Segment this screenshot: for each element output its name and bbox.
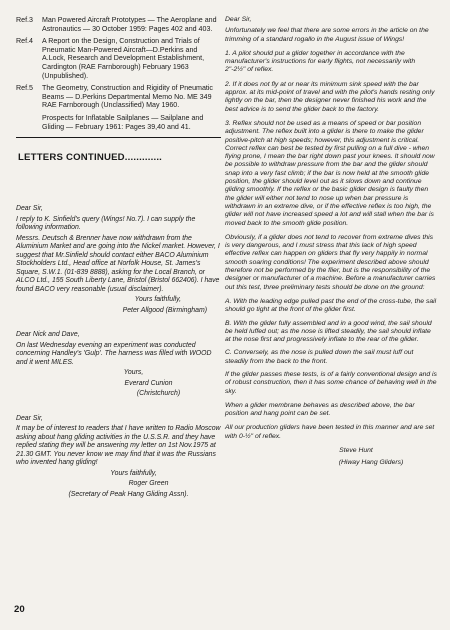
letter-allgood <box>16 205 221 315</box>
letter-signature: Peter Allgood (Birmingham) <box>122 306 207 314</box>
letter-salutation: Dear Sir, <box>16 205 43 213</box>
reference-label: Ref.3 <box>16 16 33 24</box>
letter-hunt <box>225 16 437 468</box>
right-column <box>225 16 437 468</box>
letter-green <box>16 415 221 500</box>
letter-closing: Yours faithfully, <box>134 296 181 304</box>
letter-paragraph: It may be of interest to readers that I have written to Radio Moscow asking about hang gliding activities in the U.S.S.R. and they have replied stating they will be answering my letter on 1st Nov.1975 at 21.30 GMT. You never know we may find that it was the Russians who invented hang gliding! <box>16 425 221 467</box>
letter-test: A. With the leading edge pulled past the end of the cross-tube, the sail should go tight at the front of the glider first. <box>225 297 437 314</box>
letter-test: B. With the glider fully assembled and in a good wind, the sail should be held luffed out; as the nose is lifted steadily, the sail should inflate at the nose first and progressively inflate to the rear of the glider. <box>225 319 432 344</box>
reference-label: Ref.4 <box>16 37 33 46</box>
letter-paragraph: If the glider passes these tests, is of a fairly conventional design and is of robust construction, then it has some chance of behaving well in the sky. <box>225 370 437 395</box>
letter-paragraph: All our production gliders have been tested in this manner and are set with 0-½" of reflex. <box>225 424 435 440</box>
letter-paragraph: When a glider membrane behaves as described above, the bar position and hang point can be set. <box>225 401 415 418</box>
reference-5 <box>16 84 221 110</box>
reference-text: A Report on the Design, Construction and Trials of Pneumatic Man-Powered Aircraft—D.Perkins and A.Lock, Research and Development Establishment, Cardington (RAE Farnborough) February 1963 (Unpublished). <box>42 37 205 80</box>
reference-label: Ref.5 <box>16 84 33 93</box>
reference-4 <box>16 37 221 80</box>
letter-paragraph: Obviously, if a glider does not tend to recover from extreme dives this is very dangerous, and I must stress that this lack of high speed effective reflex can happen on gliders that fly very happily in normal smooth soaring conditions! The experiment described above should therefore not be performed by the flier, but is the responsibility of the designer or manufacturer of a machine. Before a manufacturer carries out this test, three preliminary tests should be done on the ground: <box>225 233 436 291</box>
reference-text: Man Powered Aircraft Prototypes — The Aeroplane and Astronautics — 30 October 1959: Pages 402 and 403. <box>42 16 217 33</box>
letter-point: 1. A pilot should put a glider together in accordance with the manufacturer's instructions for early flights, not necessarily with 2"-2½" of reflex. <box>225 49 416 74</box>
letter-signature: Roger Green <box>128 480 169 488</box>
letter-paragraph: Messrs. Deutsch & Brenner have now withdrawn from the Aluminium Market and are going into the Nickel market. However, I suggest that Mr.Sinfield should contact either BACO Aluminium Stockholders Ltd., Head office at Norfolk House, St. James's Square, S.W.1. (01-839 8888), asking for the Local Branch, or ALCO Ltd., 155 South Liberty Lane, Bristol (Bristol 662406). I have found BACO very reasonable (usual disclaimer). <box>16 234 220 293</box>
letter-cunion <box>16 331 221 399</box>
letter-organisation: (Secretary of Peak Hang Gliding Assn). <box>68 490 189 498</box>
divider <box>16 137 221 138</box>
letter-salutation: Dear Nick and Dave, <box>16 331 80 339</box>
letter-salutation: Dear Sir, <box>225 16 252 23</box>
letter-paragraph: I reply to K. Sinfield's query (Wings! No.7). I can supply the following information. <box>16 215 196 232</box>
letter-paragraph: Unfortunately we feel that there are some errors in the article on the trimming of a standard rogallo in the August issue of Wings! <box>225 27 429 43</box>
reference-extra: Prospects for Inflatable Sailplanes — Sailplane and Gliding — February 1961: Pages 39,40 and 41. <box>42 113 204 131</box>
letter-organisation: (Hiway Hang Gliders) <box>338 459 404 467</box>
letter-location: (Christchurch) <box>136 390 181 398</box>
letter-closing: Yours faithfully, <box>110 469 157 477</box>
letter-signature: Steve Hunt <box>339 447 373 455</box>
letter-paragraph: On last Wednesday evening an experiment was conducted concerning Handley's 'Gulp'. The harness was filled with WOOD and it went MILES. <box>16 341 212 366</box>
letter-point: 3. Reflex should not be used as a means of speed or bar position adjustment. The reflex built into a glider is there to make the glider positive-pitch at high speeds; however, this adjustment is critical. Correct reflex can best be tested by first pulling on a full dive - when flying prone, I mean the bar right down past your knees. It should now be possible to withdraw pressure from the bar and the glider should snap into a very fast climb; if the bar is now held at the smooth glide position, the glider should level out as it slows down and continue gliding smoothly. If the reflex or the basic glider design is faulty then the glider will either not tend to nose up when bar pressure is withdrawn in an extreme dive, or if the effective reflex is too high, the glider will not have increased speed a lot and will stall when the bar is moved back to the smooth glide position. <box>225 119 435 227</box>
reference-text: The Geometry, Construction and Rigidity of Pneumatic Beams — D.Perkins Departmental Memo No. ME 349 RAE Farnborough (Unclassified) May 1960. <box>42 84 213 110</box>
letter-test: C. Conversely, as the nose is pulled down the sail must luff out steadily from the back to the front. <box>225 349 414 365</box>
letter-point: 2. If it does not fly at or near its minimum sink speed with the bar approx. at its mid-point of travel and with the pilot's hands resting only lightly on the bar, then the designer never finished his work and the best advice is to send the glider back to the factory. <box>225 80 435 113</box>
letter-signature: Everard Cunion <box>124 379 173 387</box>
section-title: LETTERS CONTINUED............. <box>18 152 163 164</box>
letter-salutation: Dear Sir, <box>16 414 43 422</box>
page-number: 20 <box>14 604 25 615</box>
left-column <box>16 16 221 501</box>
letter-closing: Yours, <box>123 369 144 377</box>
reference-3 <box>16 16 221 33</box>
